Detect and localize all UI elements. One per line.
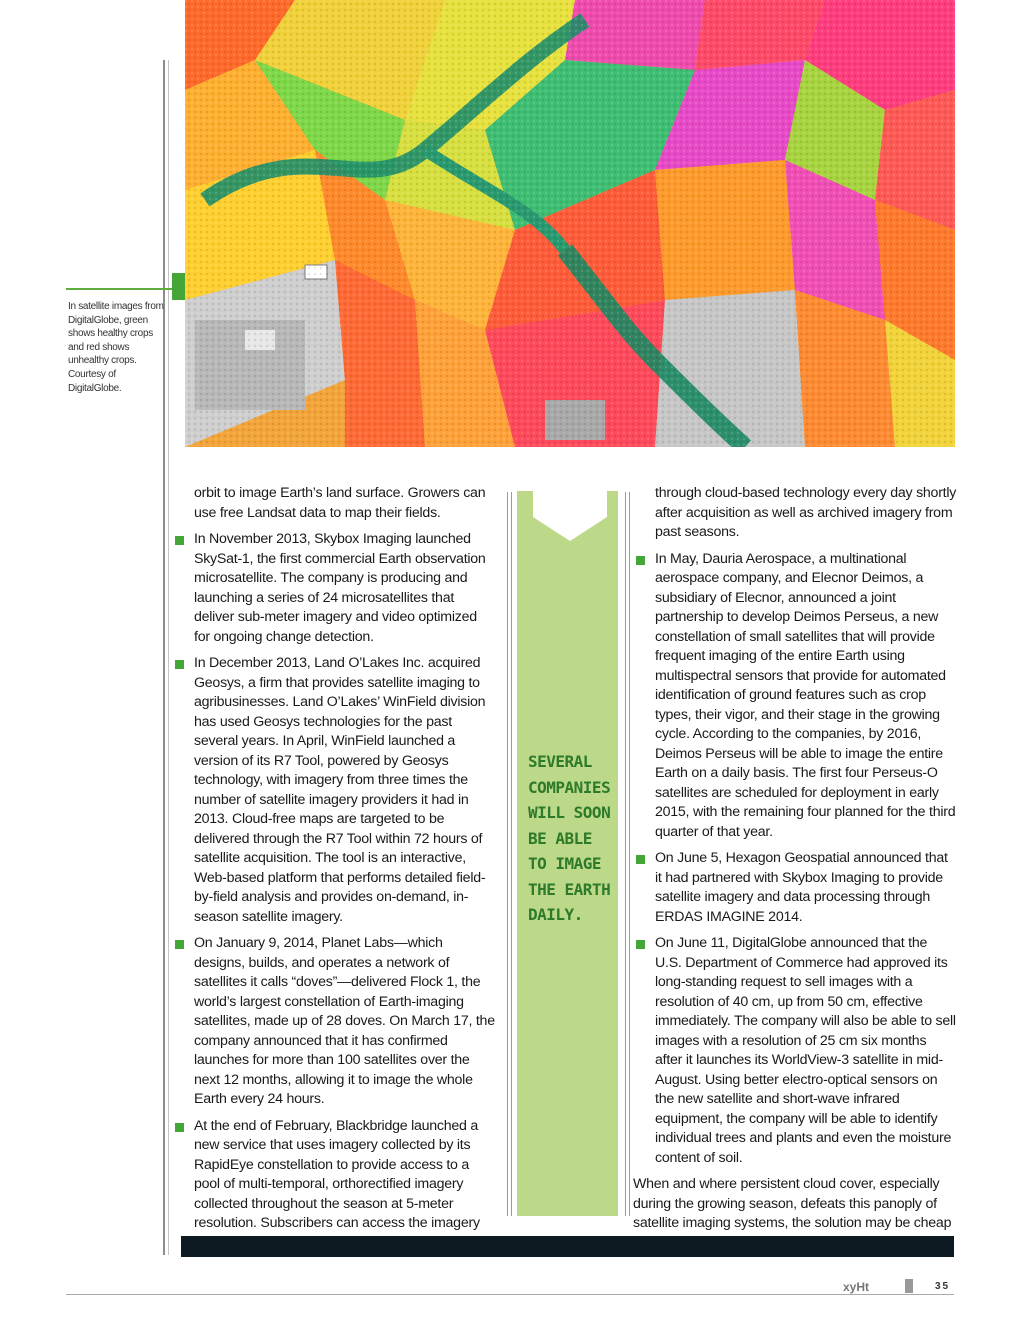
closing-paragraph: When and where persistent cloud cover, especially during the growing season, defeats this panoply of satellite imaging systems, the solution may be cheap: [633, 1176, 952, 1231]
article-column-right: [633, 484, 957, 1253]
pull-quote-text: SEVERAL COMPANIES WILL SOON BE ABLE TO IMAGE THE EARTH DAILY.: [528, 752, 611, 924]
pull-quote-chevron-icon: [533, 491, 607, 543]
bullet-square-icon: [636, 855, 645, 864]
article-column-left: [172, 484, 496, 1241]
column-intro: orbit to image Earth’s land surface. Growers can use free Landsat data to map their fields.: [194, 485, 486, 521]
caption-leader-line: [66, 288, 174, 290]
list-item: In November 2013, Skybox Imaging launched SkySat-1, the first commercial Earth observation microsatellite. The company is producing and launching a series of 24 microsatellites that deliver sub-meter imagery and video optimized for ongoing change detection.: [172, 530, 496, 647]
pull-quote-box: [517, 491, 618, 1216]
footer-separator-block: [905, 1279, 913, 1293]
bullet-square-icon: [175, 1123, 184, 1132]
list-item: At the end of February, Blackbridge launched a new service that uses imagery collected by its RapidEye constellation to provide access to a pool of multi-temporal, orthorectified imagery collected throughout the season at 5-meter resolution. Subscribers can access the imagery: [172, 1117, 496, 1234]
list-item: On June 11, DigitalGlobe announced that the U.S. Department of Commerce had approved its long-standing request to sell images with a resolution of 40 cm, up from 50 cm, effective immediately. The company will also be able to sell images with a resolution of 25 cm six months after it launches its WorldView-3 satellite in mid-August. Using better electro-optical sensors on the new satellite and short-wave infrared equipment, the company will be able to identify individual trees and plants and even the moisture content of soil.: [633, 934, 957, 1168]
column-rule-right-outer: [629, 492, 630, 1216]
footer-rule: [66, 1294, 954, 1295]
list-item: In May, Dauria Aerospace, a multinational aerospace company, and Elecnor Deimos, a subsidiary of Elecnor, announced a joint partnership to develop Deimos Perseus, a new constellation of small satellites that will provide frequent imaging of the entire Earth using multispectral sensors that provide for automated identification of ground features such as crop types, their vigor, and their stage in the growing cycle. According to the companies, by 2016, Deimos Perseus will be able to image the entire Earth on a daily basis. The first four Perseus-O satellites are scheduled for deployment in early 2015, with the remaining four planned for the third quarter of that year.: [633, 550, 957, 843]
bullet-square-icon: [636, 940, 645, 949]
page-number: 35: [935, 1281, 951, 1292]
column-rule-left-outer: [507, 492, 508, 1216]
column-intro: through cloud-based technology every day shortly after acquisition as well as archived imagery from past seasons.: [655, 485, 957, 540]
satellite-crop-image: [185, 0, 955, 447]
bullet-square-icon: [175, 536, 184, 545]
bullet-square-icon: [175, 940, 184, 949]
list-item: On January 9, 2014, Planet Labs—which designs, builds, and operates a network of satellites it calls “doves”—delivered Flock 1, the world’s largest constellation of Earth-imaging satellites, made up of 28 doves. On March 17, the company announced that it has confirmed launches for more than 100 satellites over the next 12 months, allowing it to image the whole Earth every 24 hours.: [172, 934, 496, 1110]
column-rule-left-inner: [511, 492, 512, 1216]
list-item: On June 5, Hexagon Geospatial announced that it had partnered with Skybox Imaging to provide satellite imagery and data processing through ERDAS IMAGINE 2014.: [633, 849, 957, 927]
photo-caption: In satellite images from DigitalGlobe, green shows healthy crops and red shows unhealthy crops. Courtesy of DigitalGlobe.: [68, 301, 164, 394]
bullet-square-icon: [175, 660, 184, 669]
column-rule-right-inner: [625, 492, 626, 1216]
list-item: In December 2013, Land O’Lakes Inc. acquired Geosys, a firm that provides satellite imaging to agribusinesses. Land O’Lakes’ WinField division has used Geosys technologies for the past several years. In April, WinField launched a version of its R7 Tool, powered by Geosys technology, with imagery from three times the number of satellite imagery providers it had in 2013. Cloud-free maps are targeted to be delivered through the R7 Tool within 72 hours of satellite acquisition. The tool is an interactive, Web-based platform that performs detailed field-by-field analysis and provides on-demand, in-season satellite imagery.: [172, 654, 496, 927]
magazine-brand: xyHt: [843, 1280, 870, 1294]
bullet-square-icon: [636, 556, 645, 565]
footer-bar: [181, 1236, 954, 1257]
